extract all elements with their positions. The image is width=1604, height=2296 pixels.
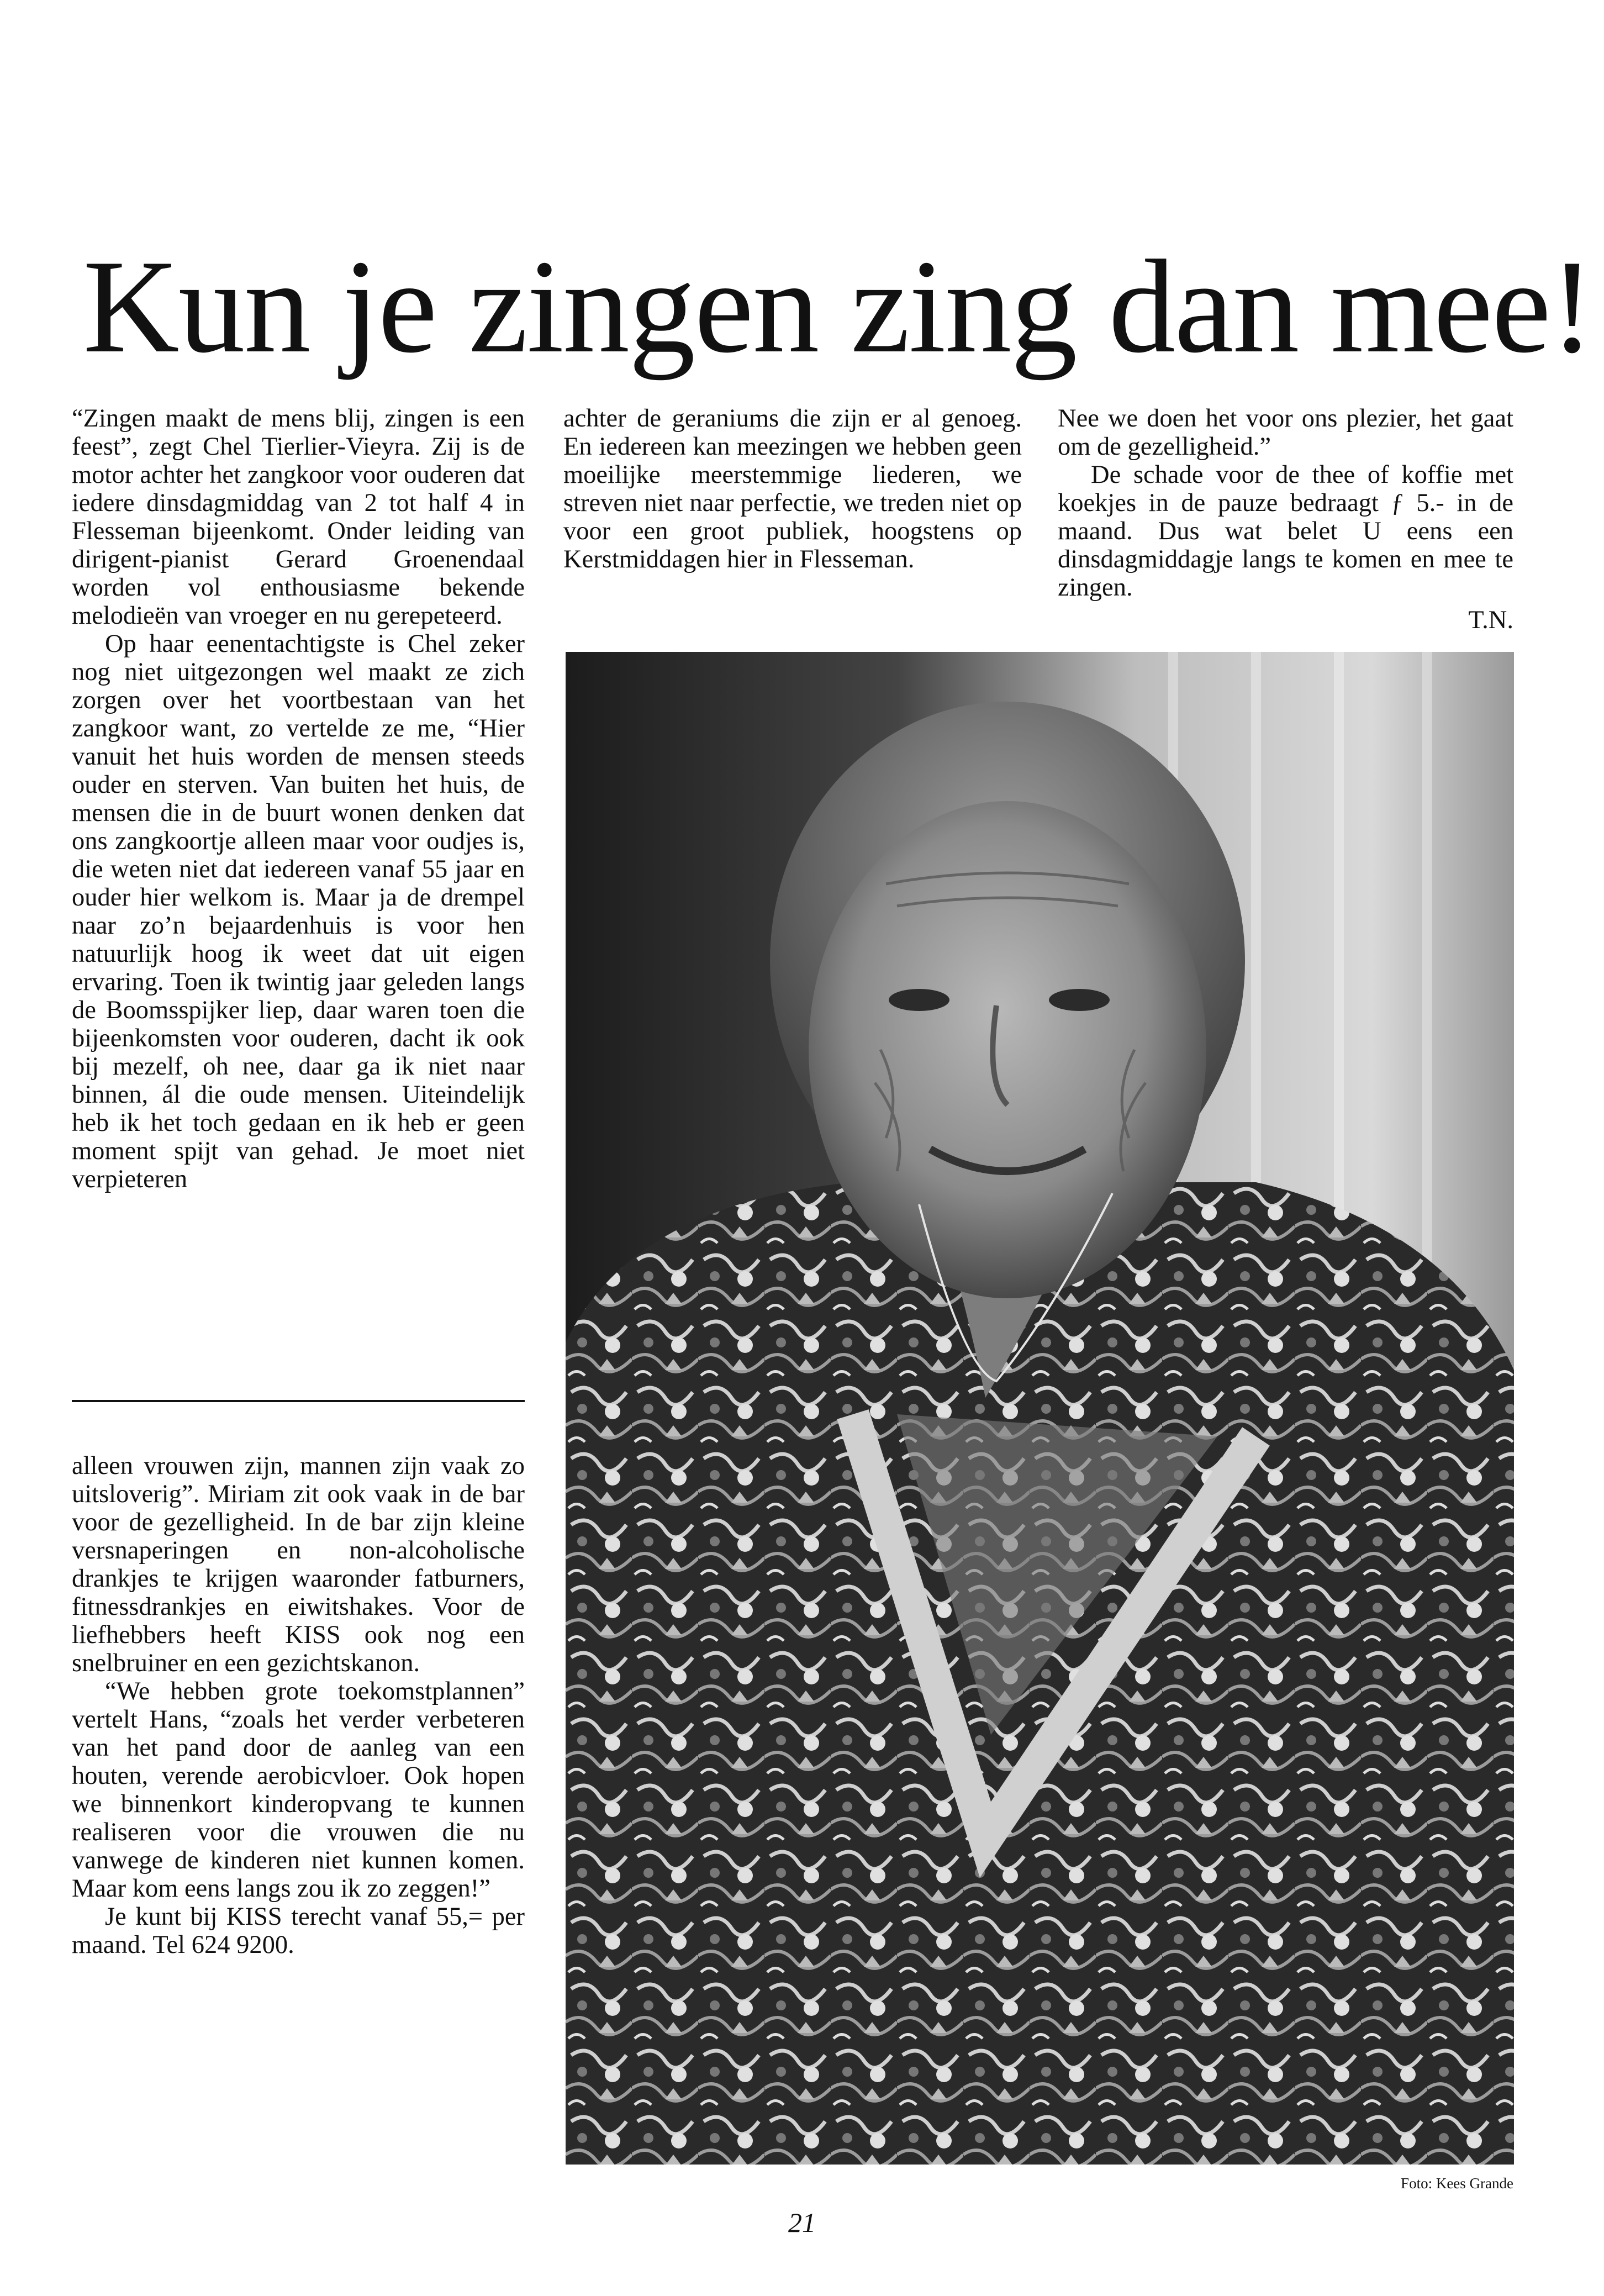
photo-credit: Foto: Kees Grande (1401, 2175, 1513, 2192)
article-paragraph: Op haar eenentachtigste is Chel zeker nog niet uitgezongen wel maakt ze zich zorgen over het voortbestaan van het zangkoor want, zo vertelde ze me, “Hier vanuit het huis worden de mensen steeds ouder en sterven. Van buiten het huis, de mensen die in de buurt wonen denken dat ons zangkoortje alleen maar voor oudjes is, die weten niet dat iedereen vanaf 55 jaar en ouder hier welkom is. Maar ja de drempel naar zo’n bejaardenhuis is voor hen natuurlijk hoog ik weet dat uit eigen ervaring. Toen ik twintig jaar geleden langs de Boomsspijker liep, daar waren toen die bijeenkomsten voor ouderen, dacht ik ook bij mezelf, oh nee, daar ga ik niet naar binnen, ál die oude mensen. Uiteindelijk heb ik het toch gedaan en ik heb er geen moment spijt van gehad. Je moet niet verpieteren (72, 630, 525, 1193)
previous-article-column (72, 1452, 525, 1959)
portrait-photo (566, 652, 1514, 2165)
article-column-3 (1058, 404, 1513, 602)
article-column-2 (563, 404, 1022, 573)
previous-article-paragraph: Je kunt bij KISS terecht vanaf 55,= per maand. Tel 624 9200. (72, 1903, 525, 1959)
article-headline: Kun je zingen zing dan mee! (83, 233, 1594, 381)
article-paragraph: De schade voor de thee of koffie met koekjes in de pauze bedraagt ƒ 5.- in de maand. Dus wat belet U eens een dinsdagmiddagje langs te komen en mee te zingen. (1058, 461, 1513, 602)
article-column-1 (72, 404, 525, 1193)
article-paragraph: “Zingen maakt de mens blij, zingen is een feest”, zegt Chel Tierlier-Vieyra. Zij is de motor achter het zangkoor voor ouderen dat iedere dinsdagmiddag van 2 tot half 4 in Flesseman bijeenkomt. Onder leiding van dirigent-pianist Gerard Groenendaal worden vol enthousiasme bekende melodieën van vroeger en nu gerepeteerd. (72, 404, 525, 630)
author-signature: T.N. (1468, 606, 1513, 634)
article-paragraph: achter de geraniums die zijn er al genoeg. En iedereen kan meezingen we hebben geen moeilijke meerstemmige liederen, we streven niet naar perfectie, we treden niet op voor een groot publiek, hoogstens op Kerstmiddagen hier in Flesseman. (563, 404, 1022, 573)
article-paragraph: Nee we doen het voor ons plezier, het gaat om de gezelligheid.” (1058, 404, 1513, 461)
previous-article-paragraph: alleen vrouwen zijn, mannen zijn vaak zo uitsloverig”. Miriam zit ook vaak in de bar voor de gezelligheid. In de bar zijn kleine versnaperingen en non-alcoholische drankjes te krijgen waaronder fatburners, fitnessdrankjes en eiwitshakes. Voor de liefhebbers heeft KISS ook nog een snelbruiner en een gezichtskanon. (72, 1452, 525, 1677)
previous-article-paragraph: “We hebben grote toekomstplannen” vertelt Hans, “zoals het verder verbeteren van het pand door de aanleg van een houten, verende aerobicvloer. Ook hopen we binnenkort kinderopvang te kunnen realiseren voor die vrouwen die nu vanwege de kinderen niet kunnen komen. Maar kom eens langs zou ik zo zeggen!” (72, 1677, 525, 1903)
page-number: 21 (788, 2207, 816, 2238)
section-divider (72, 1400, 525, 1402)
